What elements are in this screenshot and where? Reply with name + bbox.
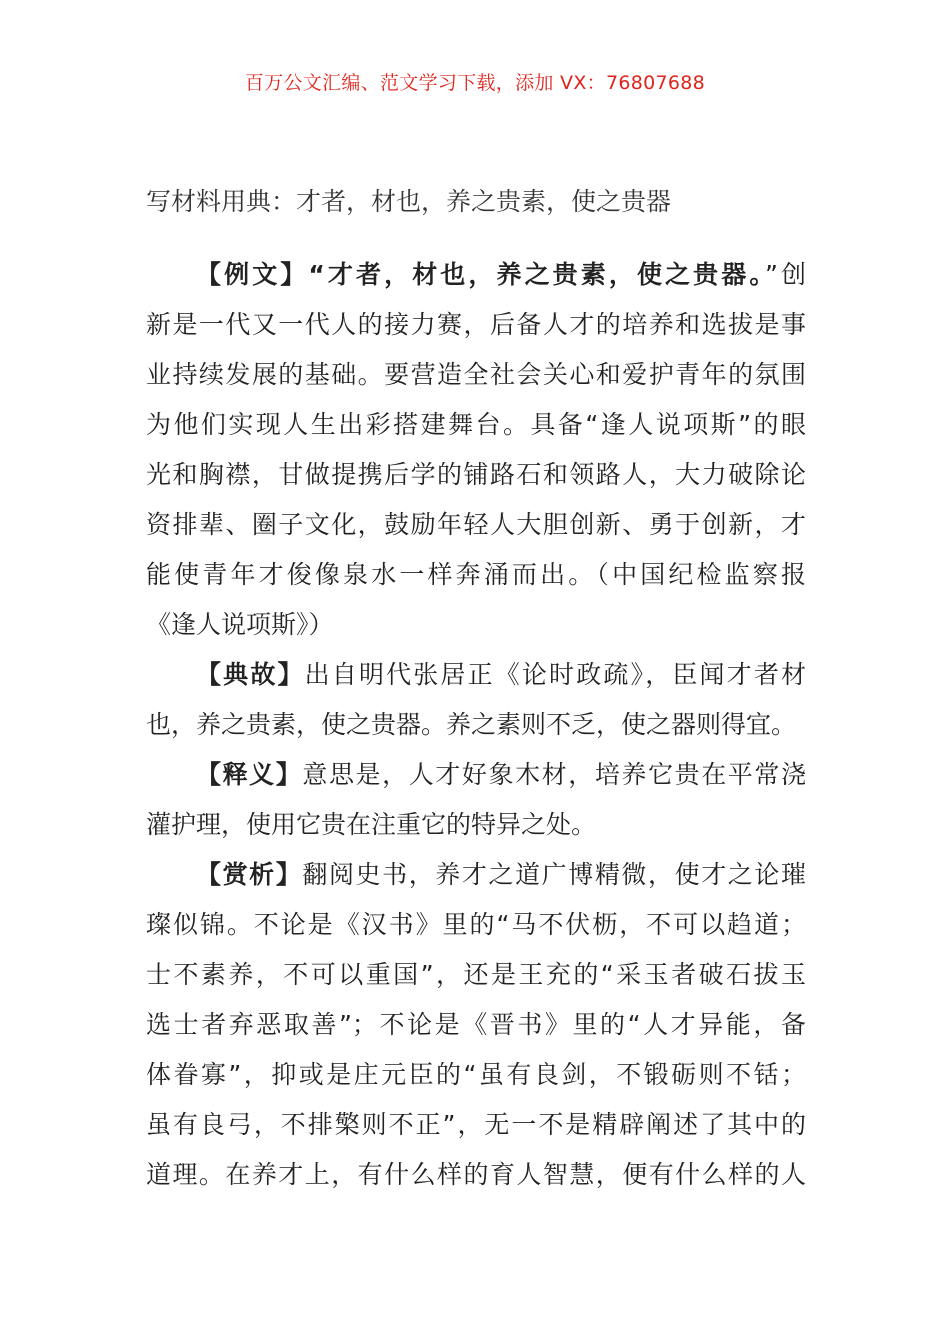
allusion-line: 也，养之贵素，使之贵器。养之素则不乏，使之器则得宜。 (146, 710, 797, 739)
analysis-line-1 (146, 850, 806, 900)
example-line: 业持续发展的基础。要营造全社会关心和爱护青年的氛围 (146, 360, 806, 389)
example-line: 《逢人说项斯》） (146, 610, 334, 639)
analysis-line: 选士者弃恶取善”；不论是《晋书》里的“人才异能，备 (146, 1010, 806, 1039)
example-line-1 (146, 250, 806, 300)
header-banner: 百万公文汇编、范文学习下载，添加 VX：76807688 (244, 72, 706, 94)
analysis-text: 翻阅史书，养才之道广博精微，使才之论璀 (302, 860, 806, 889)
page-title: 写材料用典：才者，材也，养之贵素，使之贵器 (146, 187, 672, 216)
meaning-line: 灌护理，使用它贵在注重它的特异之处。 (146, 810, 597, 839)
meaning-text: 意思是，人才好象木材，培养它贵在平常浇 (302, 760, 806, 789)
analysis-line: 璨似锦。不论是《汉书》里的“马不伏枥，不可以趋道； (146, 910, 806, 939)
analysis-line: 体眷寡”，抑或是庄元臣的“虽有良剑，不锻砺则不铦； (146, 1060, 806, 1089)
analysis-line: 士不素养，不可以重国”，还是王充的“采玉者破石拔玉 (146, 960, 806, 989)
example-line: 光和胸襟，甘做提携后学的铺路石和领路人，大力破除论 (146, 460, 806, 489)
example-line: 为他们实现人生出彩搭建舞台。具备“逢人说项斯”的眼 (146, 410, 806, 439)
allusion-label: 【典故】 (196, 660, 305, 689)
example-line: 资排辈、圈子文化，鼓励年轻人大胆创新、勇于创新，才 (146, 510, 806, 539)
allusion-line-1 (146, 650, 806, 700)
example-line: 新是一代又一代人的接力赛，后备人才的培养和选拔是事 (146, 310, 806, 339)
meaning-line-1 (146, 750, 806, 800)
analysis-label: 【赏析】 (196, 860, 303, 889)
example-quote: “才者，材也，养之贵素，使之贵器。 (308, 260, 765, 289)
allusion-text: 出自明代张居正《论时政疏》，臣闻才者材 (304, 660, 806, 689)
example-label: 【例文】 (196, 260, 309, 289)
example-line: 能使青年才俊像泉水一样奔涌而出。（中国纪检监察报 (146, 560, 806, 589)
meaning-label: 【释义】 (196, 760, 303, 789)
example-text: ”创 (764, 260, 807, 289)
article-body (146, 250, 806, 1200)
analysis-line: 道理。在养才上，有什么样的育人智慧，便有什么样的人 (146, 1160, 806, 1189)
analysis-line: 虽有良弓，不排檠则不正”，无一不是精辟阐述了其中的 (146, 1110, 806, 1139)
